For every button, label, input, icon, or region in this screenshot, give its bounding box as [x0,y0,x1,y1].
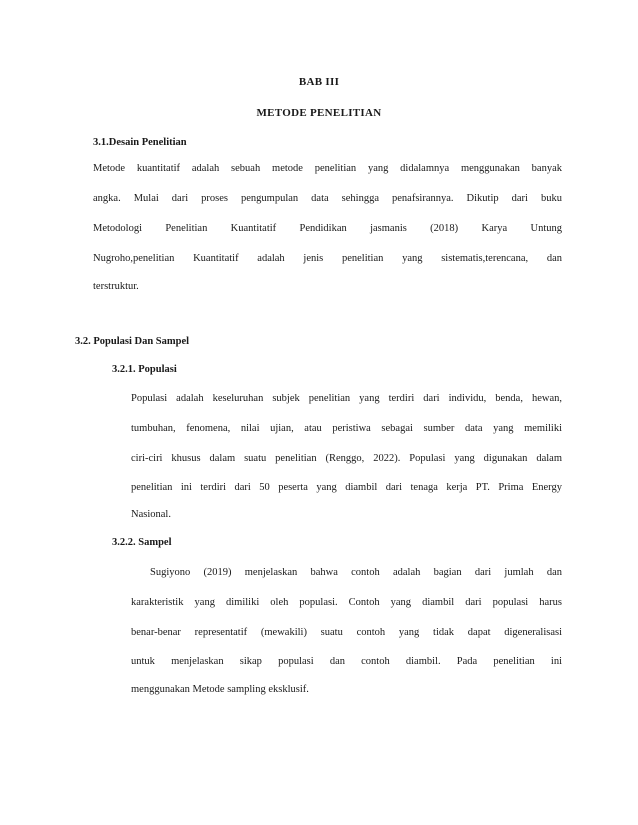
paragraph-line: Metodologi Penelitian Kuantitatif Pendidikan jasmanis (2018) Karya Untung [93,223,562,234]
paragraph-line: benar-benar representatif (mewakili) suatu contoh yang tidak dapat digeneralisasi [131,627,562,638]
paragraph-line: Nasional. [131,509,171,520]
paragraph-line: Nugroho,penelitian Kuantitatif adalah jenis penelitian yang sistematis,terencana, dan [93,253,562,264]
section-heading-3-2: 3.2. Populasi Dan Sampel [75,336,190,347]
paragraph-line: Sugiyono (2019) menjelaskan bahwa contoh adalah bagian dari jumlah dan [150,567,562,578]
paragraph-line: karakteristik yang dimiliki oleh populasi. Contoh yang diambil dari populasi harus [131,597,562,608]
paragraph-line: ciri-ciri khusus dalam suatu penelitian (Renggo, 2022). Populasi yang digunakan dalam [131,453,562,464]
paragraph-line: terstruktur. [93,281,139,292]
paragraph-line: Populasi adalah keseluruhan subjek penelitian yang terdiri dari individu, benda, hewan, [131,393,562,404]
paragraph-line: menggunakan Metode sampling eksklusif. [131,684,309,695]
paragraph-line: angka. Mulai dari proses pengumpulan data sehingga penafsirannya. Dikutip dari buku [93,193,562,204]
subsection-heading-3-2-1: 3.2.1. Populasi [112,364,177,375]
chapter-number: BAB III [298,76,340,88]
paragraph-line: untuk menjelaskan sikap populasi dan contoh diambil. Pada penelitian ini [131,656,562,667]
subsection-heading-3-2-2: 3.2.2. Sampel [112,537,172,548]
chapter-title: METODE PENELITIAN [256,107,382,119]
paragraph-line: penelitian ini terdiri dari 50 peserta yang diambil dari tenaga kerja PT. Prima Energy [131,482,562,493]
section-heading-3-1: 3.1.Desain Penelitian [93,137,187,148]
paragraph-line: tumbuhan, fenomena, nilai ujian, atau peristiwa sebagai sumber data yang memiliki [131,423,562,434]
paragraph-line: Metode kuantitatif adalah sebuah metode penelitian yang didalamnya menggunakan banyak [93,163,562,174]
